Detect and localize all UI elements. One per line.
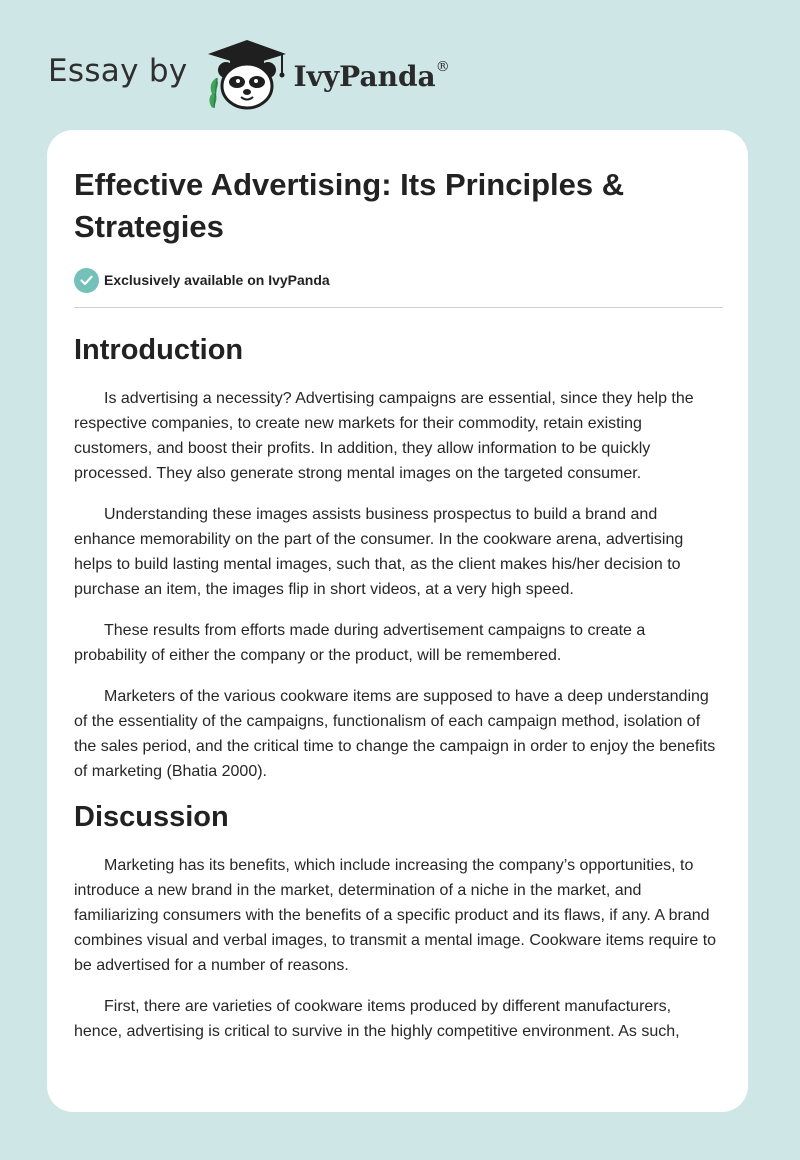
exclusive-badge xyxy=(74,267,722,293)
paragraph: Marketers of the various cookware items are supposed to have a deep understanding of the essentiality of the campaigns, functionalism of each campaign method, isolation of the sales period, and the critical time to change the campaign in order to enjoy the benefits of marketing (Bhatia 2000). xyxy=(74,688,716,780)
ivypanda-logo-icon xyxy=(202,34,292,114)
ivypanda-logo-link[interactable] xyxy=(202,34,450,114)
paragraph: These results from efforts made during advertisement campaigns to create a probability of either the company or the product, will be remembered. xyxy=(74,622,646,664)
essay-card xyxy=(47,130,748,1112)
site-header xyxy=(48,34,450,114)
paragraph: Marketing has its benefits, which include increasing the company’s opportunities, to introduce a new brand in the market, determination of a niche in the market, and familiarizing consumers with the benefits of a specific product and its flaws, if any. A brand combines visual and verbal images, to transmit a mental image. Cookware items require to be advertised for a number of reasons. xyxy=(74,857,717,974)
brand-name: IvyPanda® xyxy=(293,59,450,93)
essay-by-label: Essay by xyxy=(48,53,188,89)
exclusive-label: Exclusively available on IvyPanda xyxy=(104,272,330,288)
paragraph: Is advertising a necessity? Advertising campaigns are essential, since they help the respective companies, to create new markets for their commodity, retain existing customers, and boost their profits. In addition, they allow information to be quickly processed. They also generate strong mental images on the targeted consumer. xyxy=(74,390,694,482)
essay-title: Effective Advertising: Its Principles & Strategies xyxy=(74,167,625,244)
section-heading-introduction: Introduction xyxy=(74,334,244,366)
section-heading-discussion: Discussion xyxy=(74,801,229,833)
registered-mark: ® xyxy=(435,59,450,76)
paragraph: Understanding these images assists business prospectus to build a brand and enhance memorability on the part of the consumer. In the cookware arena, advertising helps to build lasting mental images, such that, as the client makes his/her decision to purchase an item, the images flip in short videos, at a very high speed. xyxy=(74,506,684,598)
paragraph: First, there are varieties of cookware items produced by different manufacturers, hence, advertising is critical to survive in the highly competitive environment. As such, xyxy=(74,998,680,1040)
check-badge-icon xyxy=(74,268,99,293)
title-divider xyxy=(74,307,723,308)
